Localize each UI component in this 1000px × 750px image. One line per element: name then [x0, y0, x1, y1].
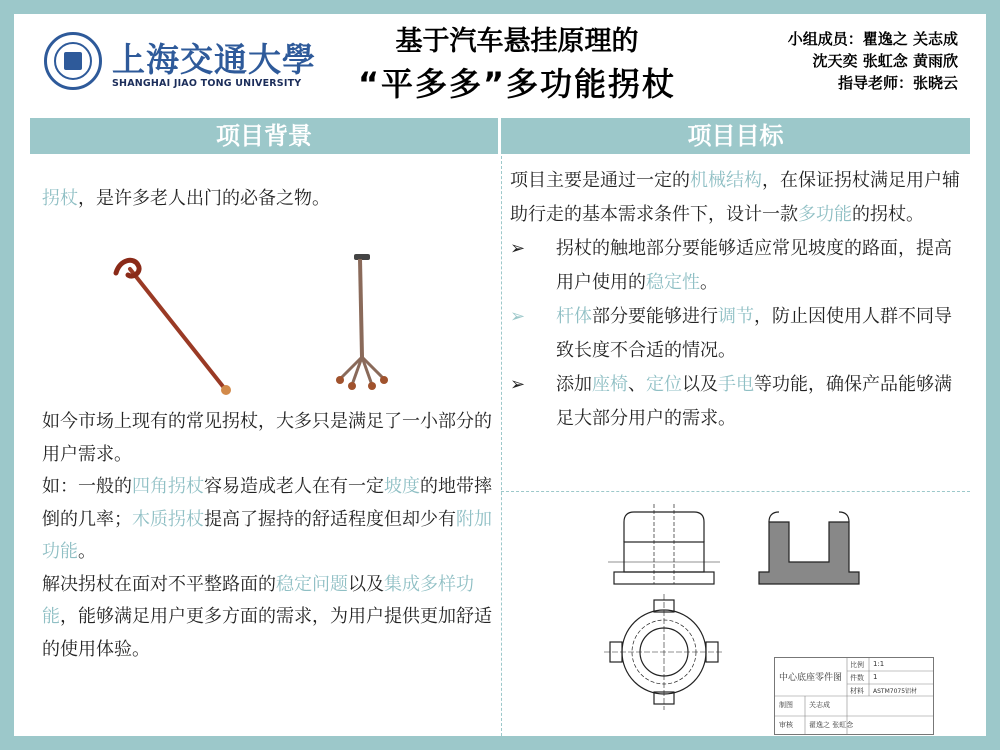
top-view-drawing — [604, 594, 724, 710]
university-seal-icon — [44, 32, 102, 90]
arrow-bullet-icon: ➢ — [510, 238, 526, 259]
goal-item: ➢ 杆体部分要能够进行调节，防止因使用人群不同导致长度不合适的情况。 — [510, 300, 965, 368]
quad-cane-image — [336, 254, 388, 390]
team-info — [788, 28, 958, 94]
poster-title — [332, 22, 702, 106]
arrow-bullet-icon: ➢ — [510, 306, 526, 327]
background-body — [42, 406, 497, 666]
column-divider — [501, 156, 502, 736]
title-line-1: 基于汽车悬挂原理的 — [395, 26, 639, 57]
front-view-drawing — [608, 504, 720, 584]
poster — [14, 14, 986, 736]
title-block-table: 中心底座零件图 比例 1:1 件数 1 材料 ASTM7075铝材 制图 关志成 审核 翟逸之 张虹念 — [774, 657, 934, 735]
members-line-1: 小组成员：瞿逸之 关志成 — [787, 30, 958, 48]
title-line-2: “平多多”多功能拐杖 — [357, 65, 677, 103]
goal-item: ➢ 添加座椅、定位以及手电等功能，确保产品能够满足大部分用户的需求。 — [510, 368, 965, 436]
paragraph-examples: 如：一般的四角拐杖容易造成老人在有一定坡度的地带摔倒的几率；木质拐杖提高了握持的舒适程度但却少有附加功能。 — [42, 476, 492, 562]
wooden-cane-image — [116, 260, 231, 395]
arrow-bullet-icon: ➢ — [510, 374, 526, 395]
goals-body — [510, 164, 965, 436]
background-section-heading: 项目背景 — [30, 118, 498, 154]
university-logo — [44, 32, 316, 100]
goals-section-heading: 项目目标 — [501, 118, 970, 154]
members-line-2: 沈天奕 张虹念 黄雨欣 — [812, 52, 958, 70]
highlight-text: 拐杖 — [42, 188, 78, 209]
goal-item: ➢ 拐杖的触地部分要能够适应常见坡度的路面，提高用户使用的稳定性。 — [510, 232, 965, 300]
paragraph-market: 如今市场上现有的常见拐杖，大多只是满足了一小部分的用户需求。 — [42, 411, 492, 465]
cane-photos — [90, 239, 390, 399]
goals-intro: 项目主要是通过一定的机械结构，在保证拐杖满足用户辅助行走的基本需求条件下，设计一款多功能的拐杖。 — [510, 170, 960, 225]
logo-chinese-name: 上海交通大學 — [112, 40, 316, 79]
advisor-line: 指导老师：张晓云 — [837, 74, 958, 92]
background-intro: 拐杖，是许多老人出门的必备之物。 — [42, 188, 330, 209]
paragraph-solution: 解决拐杖在面对不平整路面的稳定问题以及集成多样功能，能够满足用户更多方面的需求，为用户提供更加舒适的使用体验。 — [42, 573, 492, 660]
header-bar — [14, 14, 986, 114]
logo-english-name: SHANGHAI JIAO TONG UNIVERSITY — [112, 78, 302, 89]
part-name: 中心底座零件图 — [779, 673, 843, 683]
section-divider — [501, 491, 970, 492]
section-view-drawing — [759, 512, 859, 584]
